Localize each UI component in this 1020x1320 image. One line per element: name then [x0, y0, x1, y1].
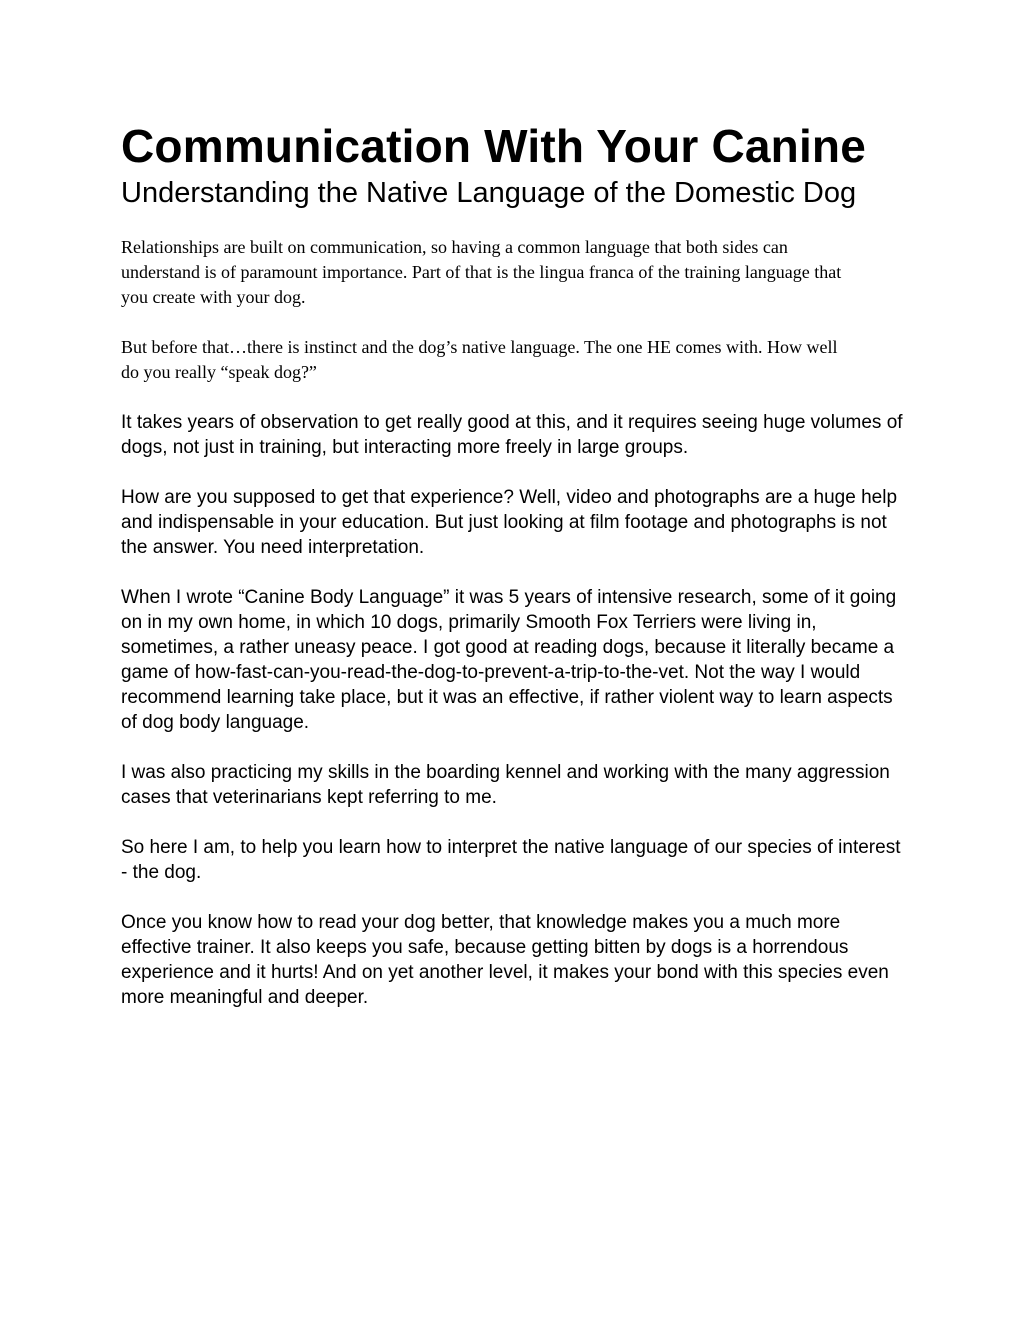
- paragraph-body-language-book: When I wrote “Canine Body Language” it was 5 years of intensive research, some of it going on in my own home, in which 10 dogs, primarily Smooth Fox Terriers were living in, sometimes, a rather uneasy peace. I got good at reading dogs, because it literally became a game of how-fast-can-you-read-the-dog-to-prevent-a-trip-to-the-vet. Not the way I would recommend learning take place, but it was an effective, if rather violent way to learn aspects of dog body language.: [121, 587, 897, 733]
- document-title: Communication With Your Canine: [121, 120, 867, 172]
- document-subtitle: Understanding the Native Language of the Domestic Dog: [121, 177, 857, 209]
- document-page: [121, 118, 911, 1035]
- paragraph-intro: Relationships are built on communication, so having a common language that both sides can understand is of paramount importance. Part of that is the lingua franca of the training language that you create with your dog.: [121, 237, 842, 307]
- paragraph-observation: It takes years of observation to get really good at this, and it requires seeing huge volumes of dogs, not just in training, but interacting more freely in large groups.: [121, 412, 903, 458]
- paragraph-boarding-kennel: I was also practicing my skills in the boarding kennel and working with the many aggression cases that veterinarians kept referring to me.: [121, 762, 890, 808]
- paragraph-experience: How are you supposed to get that experience? Well, video and photographs are a huge help and indispensable in your education. But just looking at film footage and photographs is not the answer. You need interpretation.: [121, 487, 898, 558]
- paragraph-conclusion: Once you know how to read your dog better, that knowledge makes you a much more effective trainer. It also keeps you safe, because getting bitten by dogs is a horrendous experience and it hurts! And on yet another level, it makes your bond with this species even more meaningful and deeper.: [121, 912, 889, 1008]
- paragraph-native-language: But before that…there is instinct and the dog’s native language. The one HE comes with. How well do you really “speak dog?”: [121, 337, 838, 382]
- paragraph-here-i-am: So here I am, to help you learn how to interpret the native language of our species of interest - the dog.: [121, 837, 901, 883]
